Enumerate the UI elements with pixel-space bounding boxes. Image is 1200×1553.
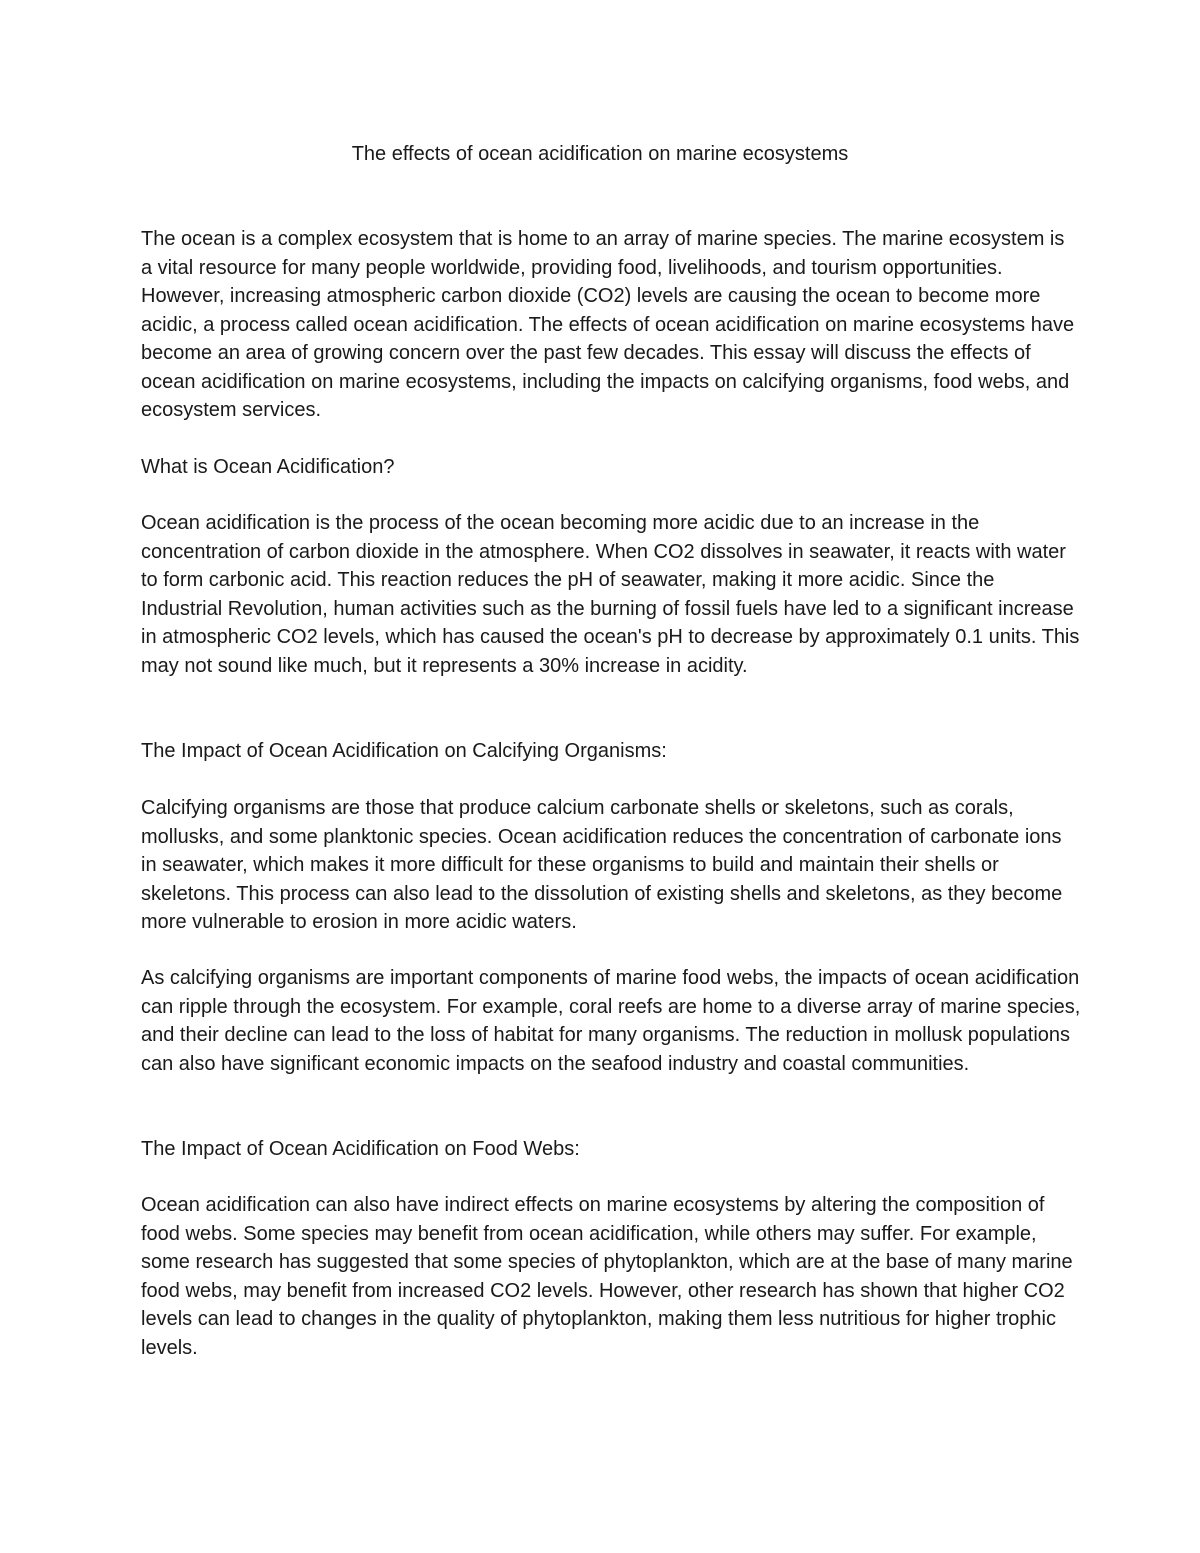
definition-text: Ocean acidification is the process of the ocean becoming more acidic due to an increase in the concentration of carbon dioxide in the atmosphere. When CO2 dissolves in seawater, it reacts with water to form carbonic acid. This reaction reduces the pH of seawater, making it more acidic. Since the Industrial Revolution, human activities such as the burning of fossil fuels have led to a significant increase in atmospheric CO2 levels, which has caused the ocean's pH to decrease by approximately 0.1 units. This may not sound like much, but it represents a 30% increase in acidity. bbox=[141, 512, 1080, 677]
heading-what-is-ocean-acidification: What is Ocean Acidification? bbox=[141, 456, 395, 478]
intro-paragraph bbox=[141, 225, 1081, 425]
paragraph-food-webs bbox=[141, 1191, 1081, 1362]
heading-calcifying-organisms: The Impact of Ocean Acidification on Calcifying Organisms: bbox=[141, 740, 667, 762]
section-heading-food-webs bbox=[141, 1135, 1081, 1164]
section-heading-what-is bbox=[141, 453, 1081, 482]
food-webs-text: Ocean acidification can also have indirect effects on marine ecosystems by altering the composition of food webs. Some species may benefit from ocean acidification, while others may suffer. For example, some research has suggested that some species of phytoplankton, which are at the base of many marine food webs, may benefit from increased CO2 levels. However, other research has shown that higher CO2 levels can lead to changes in the quality of phytoplankton, making them less nutritious for higher trophic levels. bbox=[141, 1194, 1073, 1359]
paragraph-definition bbox=[141, 509, 1081, 680]
calcifying-text-2: As calcifying organisms are important components of marine food webs, the impacts of ocean acidification can ripple through the ecosystem. For example, coral reefs are home to a diverse array of marine species, and their decline can lead to the loss of habitat for many organisms. The reduction in mollusk populations can also have significant economic impacts on the seafood industry and coastal communities. bbox=[141, 967, 1081, 1075]
intro-text: The ocean is a complex ecosystem that is home to an array of marine species. The marine ecosystem is a vital resource for many people worldwide, providing food, livelihoods, and tourism opportunities. However, increasing atmospheric carbon dioxide (CO2) levels are causing the ocean to become more acidic, a process called ocean acidification. The effects of ocean acidification on marine ecosystems have become an area of growing concern over the past few decades. This essay will discuss the effects of ocean acidification on marine ecosystems, including the impacts on calcifying organisms, food webs, and ecosystem services. bbox=[141, 228, 1075, 421]
paragraph-calcifying-2 bbox=[141, 964, 1081, 1078]
calcifying-text-1: Calcifying organisms are those that produce calcium carbonate shells or skeletons, such as corals, mollusks, and some planktonic species. Ocean acidification reduces the concentration of carbonate ions in seawater, which makes it more difficult for these organisms to build and maintain their shells or skeletons. This process can also lead to the dissolution of existing shells and skeletons, as they become more vulnerable to erosion in more acidic waters. bbox=[141, 797, 1063, 933]
section-heading-calcifying bbox=[141, 737, 1081, 766]
paragraph-calcifying-1 bbox=[141, 794, 1081, 937]
document-title: The effects of ocean acidification on marine ecosystems bbox=[351, 143, 849, 165]
heading-food-webs: The Impact of Ocean Acidification on Food Webs: bbox=[141, 1138, 580, 1160]
